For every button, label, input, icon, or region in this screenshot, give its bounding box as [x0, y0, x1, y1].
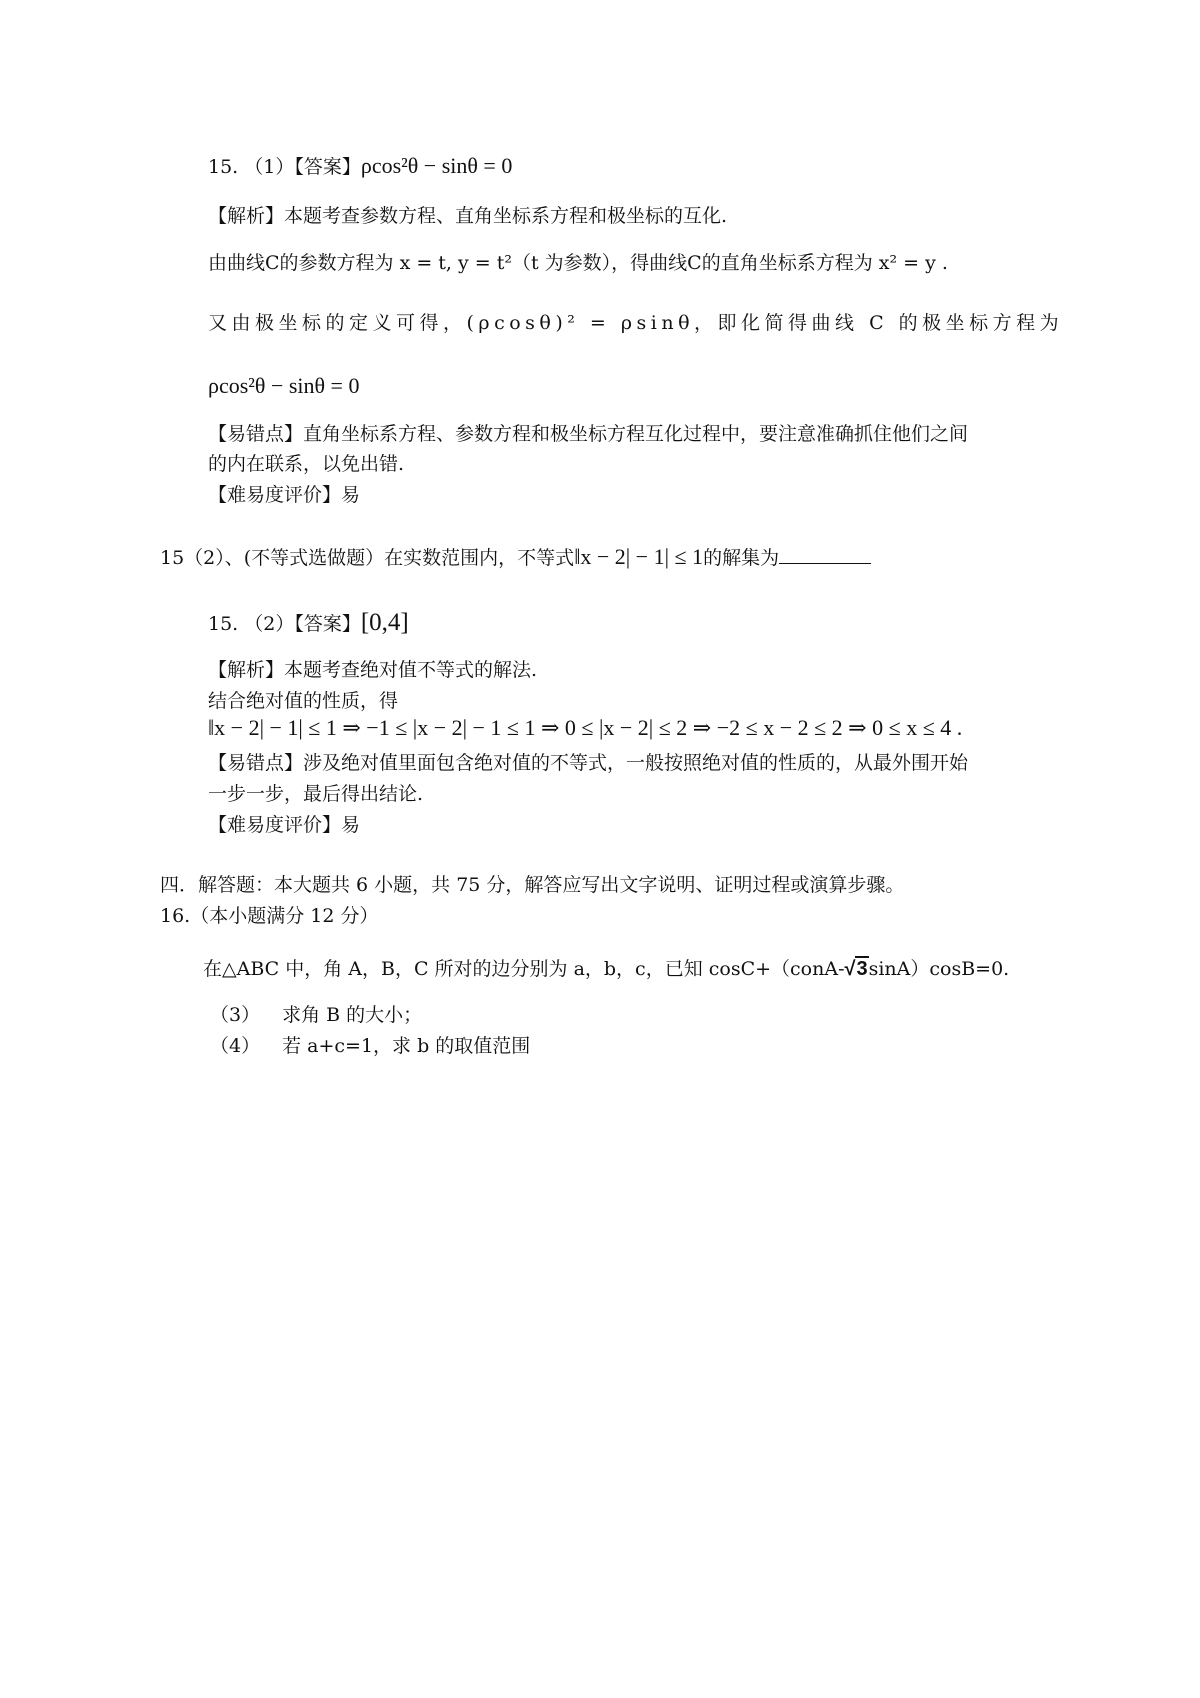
q16-stem-a: 在△ABC 中，角 A，B，C 所对的边分别为 a，b，c，已知 cosC+（conA- [203, 958, 845, 980]
q16-part-1-num: （3） [210, 1004, 261, 1026]
q15-2-analysis-2: 结合绝对值的性质，得 [208, 690, 399, 712]
q15-1-difficulty: 【难易度评价】易 [208, 484, 361, 506]
q15-2-difficulty: 【难易度评价】易 [208, 814, 361, 836]
sqrt-radicand: 3 [856, 958, 868, 980]
q15-2-answer-math: [0,4] [360, 609, 409, 636]
q15-2-question [160, 541, 871, 573]
q15-1-pitfall-2: 的内在联系，以免出错. [208, 453, 405, 475]
sqrt-symbol: √3 [844, 958, 868, 980]
q16-stem-b: sinA）cosB=0. [868, 958, 1010, 980]
answer-blank [779, 545, 871, 564]
q16-part-2-num: （4） [210, 1035, 261, 1057]
q15-2-analysis-1: 【解析】本题考查绝对值不等式的解法. [208, 659, 538, 681]
q16-part-2 [210, 1033, 530, 1061]
q16-stem [203, 955, 1009, 984]
q15-2-answer-line [208, 605, 409, 641]
q16-part-1-text: 求角 B 的大小； [282, 1004, 423, 1026]
q16-title: 16.（本小题满分 12 分） [160, 905, 379, 927]
section-heading: 四．解答题：本大题共 6 小题，共 75 分，解答应写出文字说明、证明过程或演算步骤。 [160, 874, 905, 896]
q15-1-answer-label: 15. （1）【答案】 [208, 156, 361, 178]
q15-2-question-math: ‖x − 2| − 1| ≤ 1 [574, 544, 704, 569]
q15-2-question-prefix: 15（2）、(不等式选做题）在实数范围内，不等式 [160, 547, 575, 569]
q15-2-answer-label: 15. （2）【答案】 [208, 613, 361, 635]
q15-2-pitfall-2: 一步一步，最后得出结论. [208, 783, 424, 805]
q15-1-answer-math: ρcos²θ − sinθ = 0 [360, 153, 513, 178]
q15-1-answer-line [208, 150, 512, 182]
q15-1-analysis-2: 由曲线C的参数方程为 x = t, y = t²（t 为参数），得曲线C的直角坐标系方程为 x² = y . [208, 252, 948, 274]
q15-1-analysis-1: 【解析】本题考查参数方程、直角坐标系方程和极坐标的互化. [208, 205, 728, 227]
q15-1-pitfall-1: 【易错点】直角坐标系方程、参数方程和极坐标方程互化过程中，要注意准确抓住他们之间 [208, 423, 969, 445]
q15-2-pitfall-1: 【易错点】涉及绝对值里面包含绝对值的不等式，一般按照绝对值的性质的，从最外围开始 [208, 752, 969, 774]
q16-part-2-text: 若 a+c=1，求 b 的取值范围 [282, 1035, 531, 1057]
q16-part-1 [210, 1002, 422, 1030]
q15-1-analysis-3: 又由极坐标的定义可得，(ρcosθ)² = ρsinθ，即化简得曲线 C 的极坐标方程为 [208, 312, 1064, 334]
q15-2-analysis-3: ‖x − 2| − 1| ≤ 1 ⇒ −1 ≤ |x − 2| − 1 ≤ 1 ⇒ 0 ≤ |x − 2| ≤ 2 ⇒ −2 ≤ x − 2 ≤ 2 ⇒ 0 ≤ x ≤ 4 . [208, 715, 963, 740]
q15-2-question-suffix: 的解集为 [703, 547, 780, 569]
q15-1-analysis-4: ρcos²θ − sinθ = 0 [208, 373, 360, 398]
